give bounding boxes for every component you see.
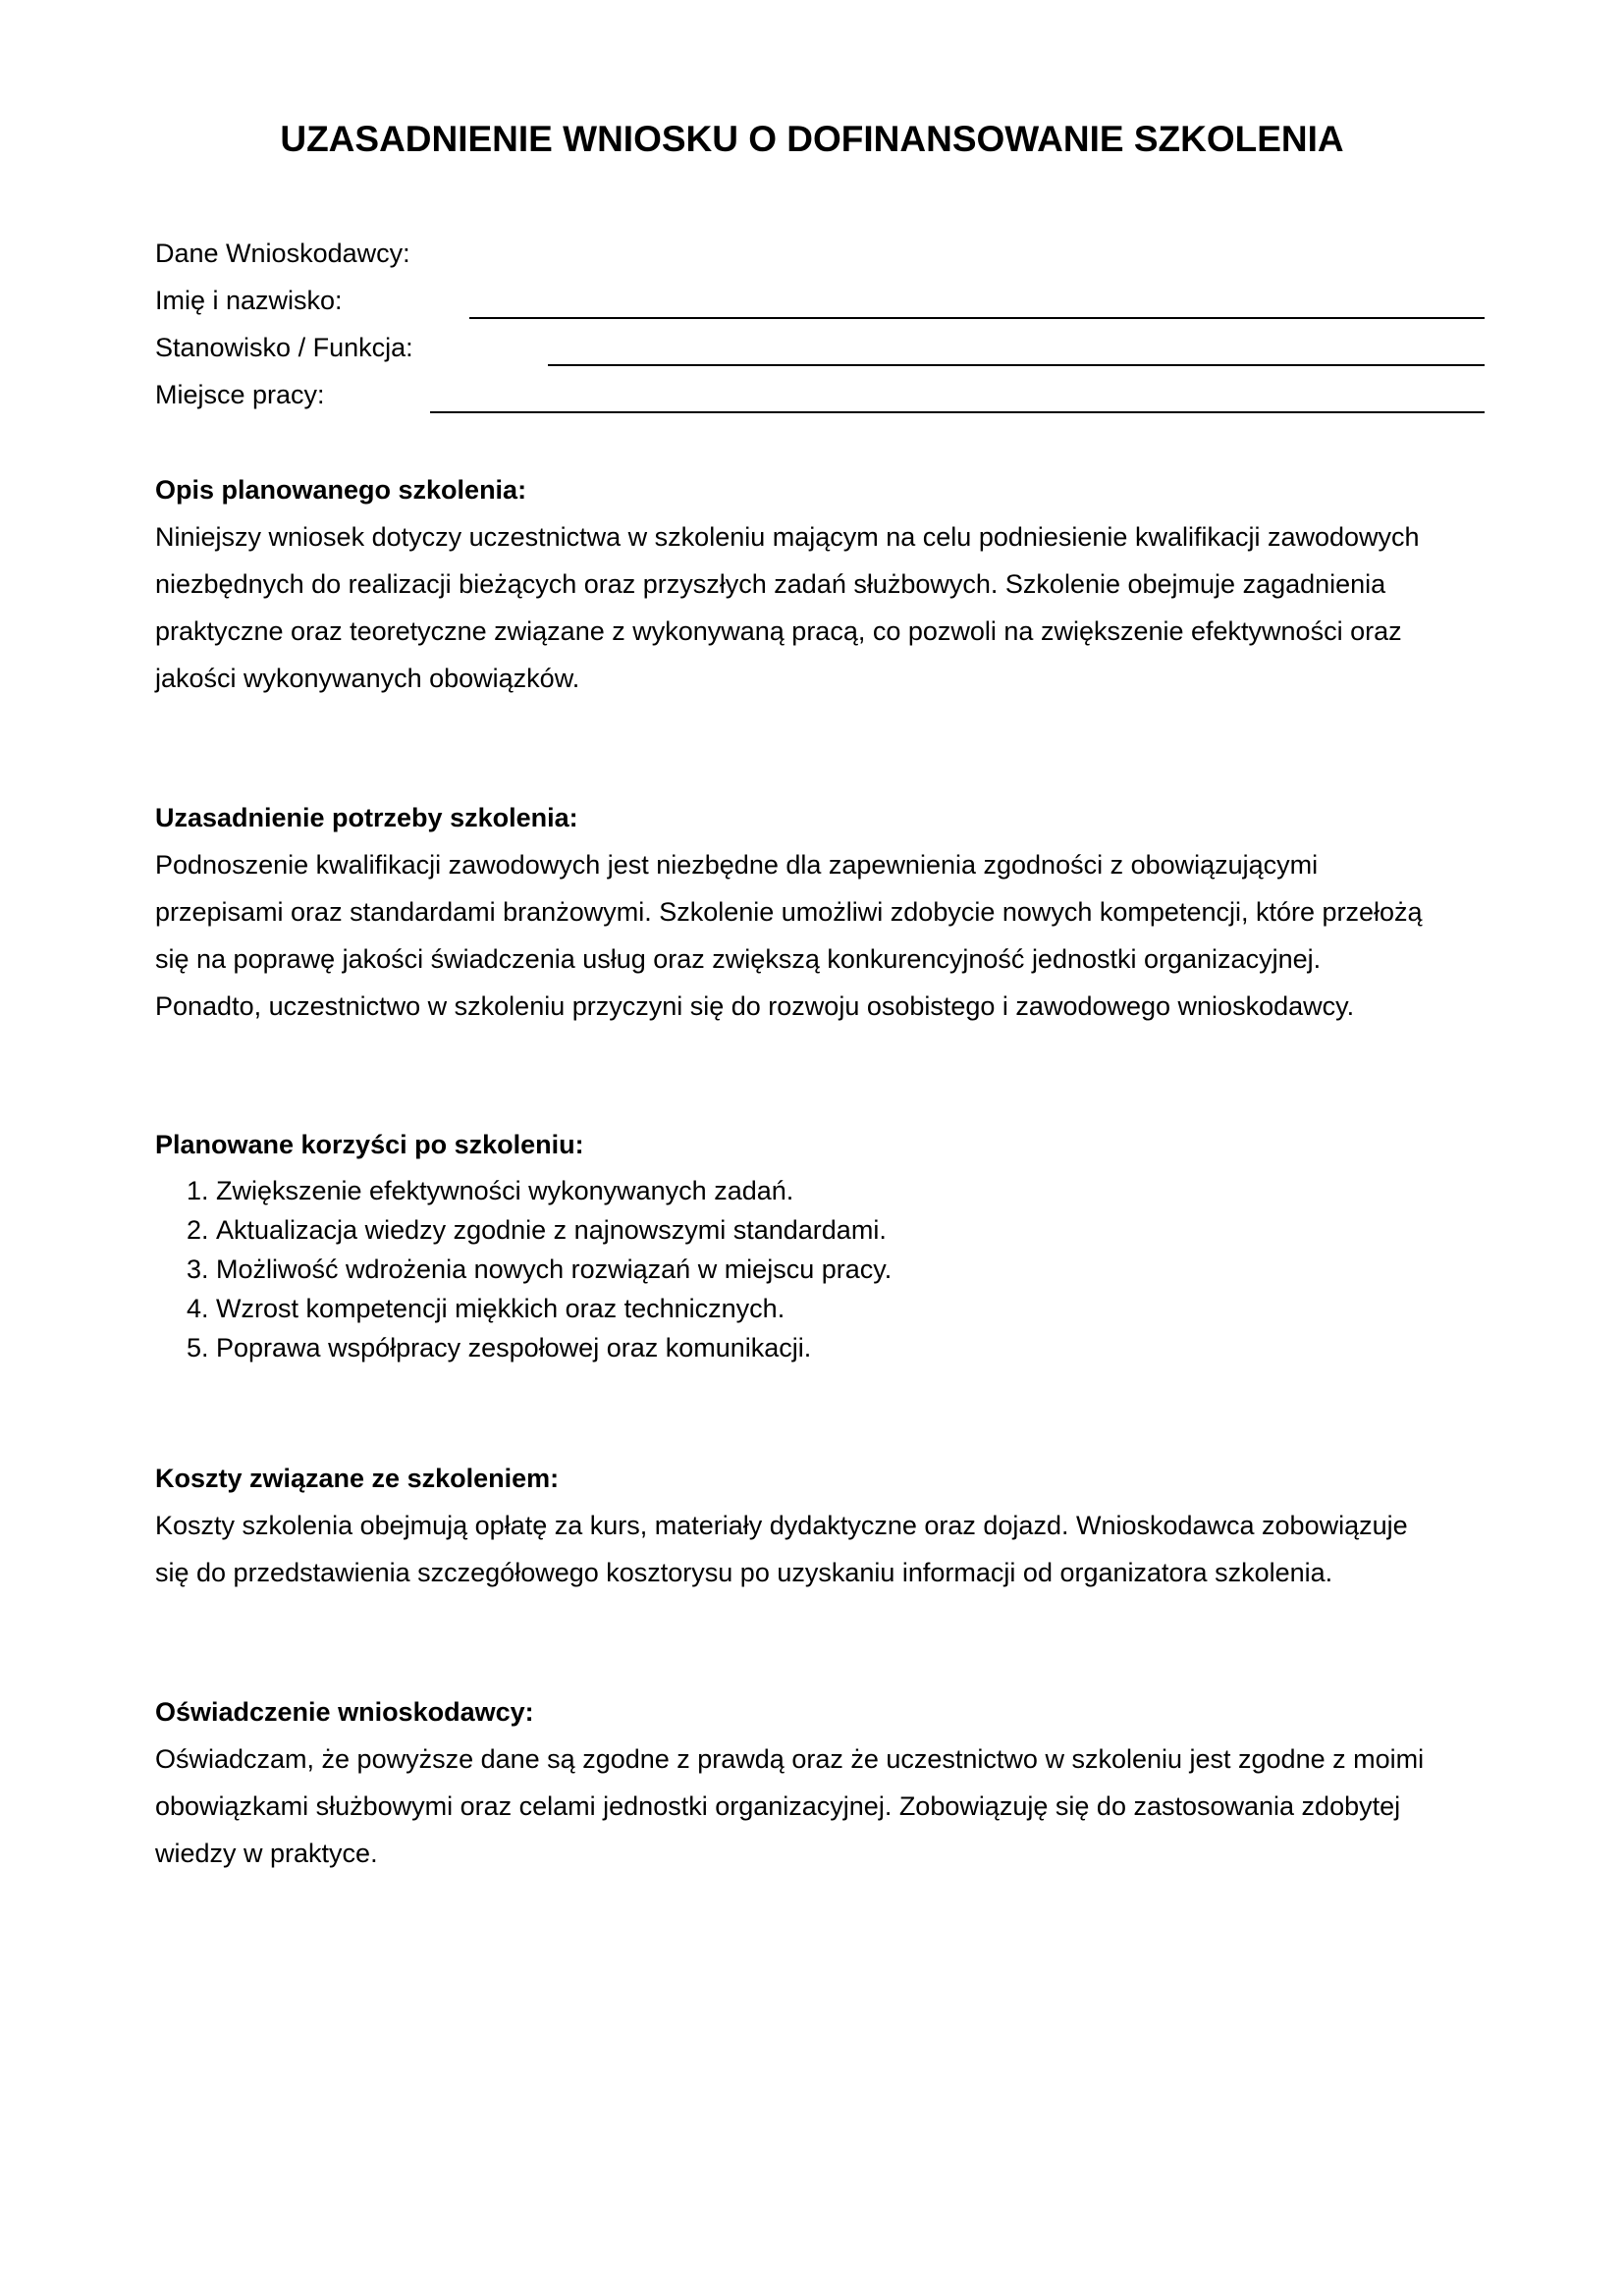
list-item-text: Aktualizacja wiedzy zgodnie z najnowszymi standardami. bbox=[216, 1215, 887, 1245]
list-item-number: 5. bbox=[187, 1333, 209, 1362]
justification-line: się na poprawę jakości świadczenia usług oraz zwiększą konkurencyjność jednostki organizacyjnej. bbox=[155, 944, 1322, 974]
declaration-line: Oświadczam, że powyższe dane są zgodne z prawdą oraz że uczestnictwo w szkoleniu jest zgodne z moimi bbox=[155, 1744, 1425, 1774]
benefits-heading: Planowane korzyści po szkoleniu: bbox=[155, 1130, 584, 1159]
list-item-text: Wzrost kompetencji miękkich oraz technicznych. bbox=[216, 1294, 785, 1323]
description-heading: Opis planowanego szkolenia: bbox=[155, 475, 527, 505]
list-item-number: 4. bbox=[187, 1294, 209, 1323]
workplace-label: Miejsce pracy: bbox=[155, 380, 325, 409]
justification-line: Podnoszenie kwalifikacji zawodowych jest niezbędne dla zapewnienia zgodności z obowiązującymi bbox=[155, 850, 1319, 880]
list-item bbox=[187, 1173, 793, 1208]
document-title: UZASADNIENIE WNIOSKU O DOFINANSOWANIE SZKOLENIA bbox=[280, 119, 1344, 159]
justification-line: przepisami oraz standardami branżowymi. Szkolenie umożliwi zdobycie nowych kompetencji, które przełożą bbox=[155, 897, 1423, 927]
costs-heading: Koszty związane ze szkoleniem: bbox=[155, 1464, 560, 1493]
name-label: Imię i nazwisko: bbox=[155, 286, 343, 315]
description-line: niezbędnych do realizacji bieżących oraz przyszłych zadań służbowych. Szkolenie obejmuje zagadnienia bbox=[155, 569, 1386, 599]
list-item-text: Zwiększenie efektywności wykonywanych zadań. bbox=[216, 1176, 794, 1205]
declaration-heading: Oświadczenie wnioskodawcy: bbox=[155, 1697, 534, 1727]
name-field-line[interactable] bbox=[469, 317, 1485, 319]
list-item-number: 1. bbox=[187, 1176, 209, 1205]
list-item-number: 3. bbox=[187, 1255, 209, 1284]
applicant-heading: Dane Wnioskodawcy: bbox=[155, 239, 410, 268]
list-item-text: Możliwość wdrożenia nowych rozwiązań w miejscu pracy. bbox=[216, 1255, 893, 1284]
position-label: Stanowisko / Funkcja: bbox=[155, 333, 413, 362]
justification-heading: Uzasadnienie potrzeby szkolenia: bbox=[155, 803, 578, 832]
list-item bbox=[187, 1252, 892, 1287]
declaration-line: wiedzy w praktyce. bbox=[155, 1839, 378, 1868]
description-line: praktyczne oraz teoretyczne związane z wykonywaną pracą, co pozwoli na zwiększenie efektywności oraz bbox=[155, 616, 1402, 646]
costs-line: się do przedstawienia szczegółowego kosztorysu po uzyskaniu informacji od organizatora szkolenia. bbox=[155, 1558, 1333, 1587]
list-item-number: 2. bbox=[187, 1215, 209, 1245]
position-field-line[interactable] bbox=[548, 364, 1485, 366]
list-item bbox=[187, 1212, 887, 1248]
list-item-text: Poprawa współpracy zespołowej oraz komunikacji. bbox=[216, 1333, 812, 1362]
description-line: Niniejszy wniosek dotyczy uczestnictwa w szkoleniu mającym na celu podniesienie kwalifikacji zawodowych bbox=[155, 522, 1420, 552]
justification-line: Ponadto, uczestnictwo w szkoleniu przyczyni się do rozwoju osobistego i zawodowego wnioskodawcy. bbox=[155, 991, 1355, 1021]
list-item bbox=[187, 1330, 811, 1365]
costs-line: Koszty szkolenia obejmują opłatę za kurs, materiały dydaktyczne oraz dojazd. Wnioskodawca zobowiązuje bbox=[155, 1511, 1408, 1540]
workplace-field-line[interactable] bbox=[430, 411, 1485, 413]
description-line: jakości wykonywanych obowiązków. bbox=[155, 664, 580, 693]
list-item bbox=[187, 1291, 785, 1326]
declaration-line: obowiązkami służbowymi oraz celami jednostki organizacyjnej. Zobowiązuję się do zastosowania zdobytej bbox=[155, 1791, 1401, 1821]
